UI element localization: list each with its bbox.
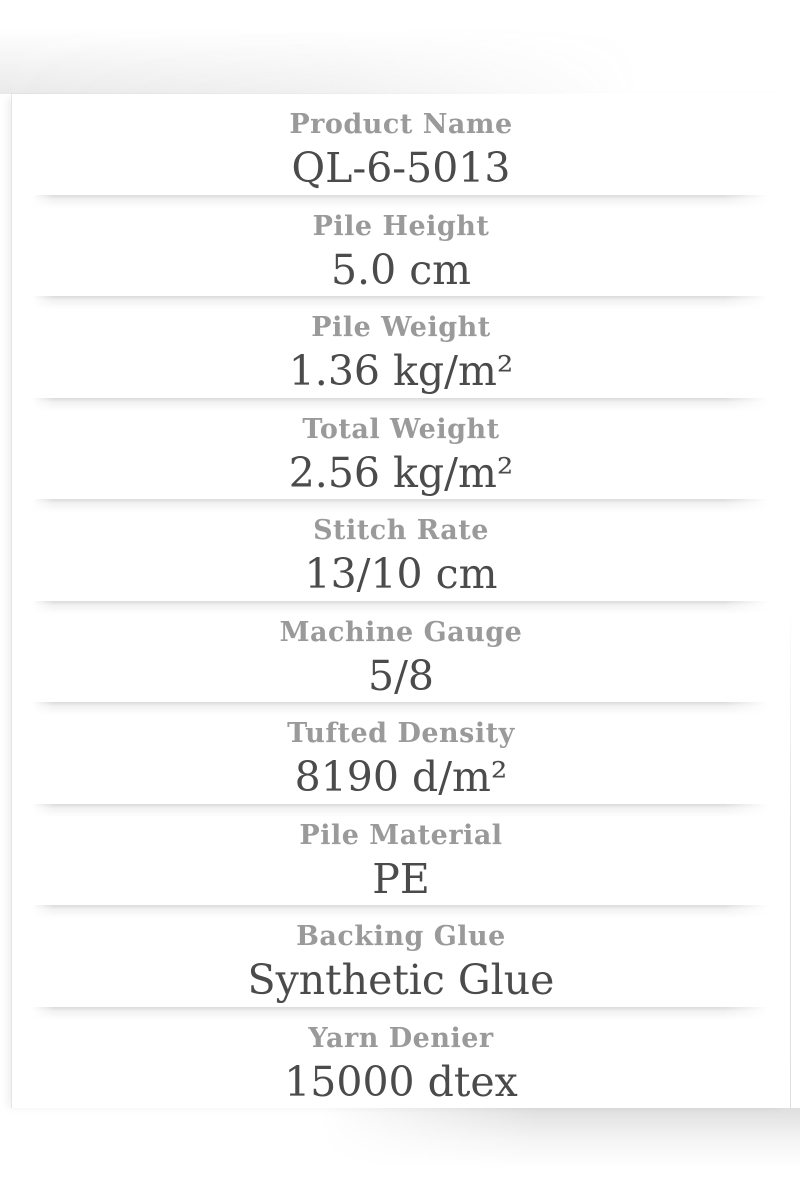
spec-value: 5/8: [368, 651, 434, 700]
spec-value: 1.36 kg/m²: [288, 347, 514, 395]
spec-value: 5.0 cm: [330, 245, 472, 294]
top-shadow-gradient: [0, 0, 800, 94]
spec-label: Backing Glue: [296, 921, 506, 952]
spec-label: Machine Gauge: [279, 616, 523, 648]
spec-value: 13/10 cm: [304, 550, 498, 598]
spec-label: Tufted Density: [287, 718, 515, 749]
spec-row: [12, 499, 790, 601]
spec-label: Pile Material: [299, 819, 503, 851]
spec-label: Pile Height: [312, 210, 490, 242]
spec-row: [12, 296, 790, 398]
spec-label: Total Weight: [302, 413, 500, 445]
spec-value: QL-6-5013: [291, 144, 511, 192]
spec-row: [12, 398, 790, 500]
spec-value: Synthetic Glue: [247, 956, 555, 1004]
spec-row: [12, 804, 790, 906]
spec-row: [12, 195, 790, 297]
spec-value: 15000 dtex: [284, 1057, 518, 1106]
spec-row: [12, 1007, 790, 1109]
spec-card: [11, 93, 790, 1108]
spec-value: 8190 d/m²: [294, 753, 508, 801]
spec-value: PE: [372, 854, 430, 903]
spec-row: [12, 702, 790, 804]
card-bottom-shadow: [320, 1108, 800, 1168]
spec-row: [12, 601, 790, 703]
spec-label: Yarn Denier: [308, 1022, 494, 1054]
spec-row: [12, 905, 790, 1007]
spec-value: 2.56 kg/m²: [288, 448, 514, 497]
spec-row: [12, 93, 790, 195]
spec-label: Product Name: [289, 109, 513, 140]
spec-label: Stitch Rate: [313, 515, 489, 546]
spec-label: Pile Weight: [311, 312, 491, 343]
card-right-edge: [790, 93, 791, 1108]
